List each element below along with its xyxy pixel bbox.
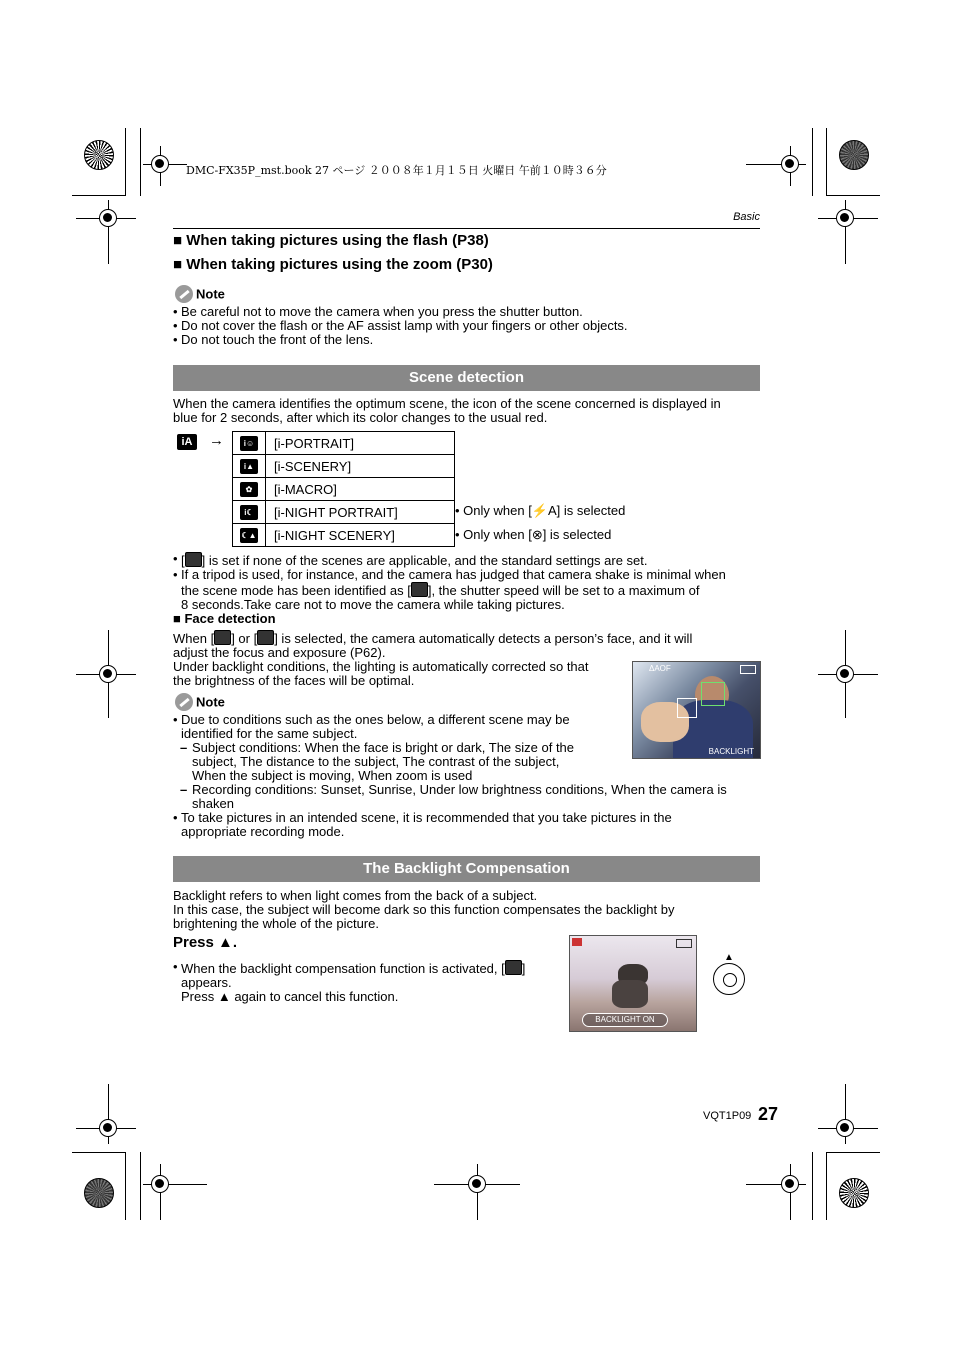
table-note-text: Only when [⚡A] is selected: [463, 503, 626, 518]
note-icon: [175, 693, 193, 711]
registration-target-icon: [99, 1119, 117, 1137]
paragraph-line: When the camera identifies the optimum scene, the icon of the scene concerned is displayed in: [173, 396, 721, 411]
scene-bullets: [173, 552, 726, 612]
table-row: [233, 478, 455, 501]
square-bullet: ■: [173, 232, 183, 249]
registration-target-icon: [781, 155, 799, 173]
list-item: • [ ] is set if none of the scenes are applicable, and the standard settings are set.: [173, 552, 726, 568]
cursor-button-icon[interactable]: [713, 963, 745, 995]
table-cell: [i-NIGHT SCENERY]: [266, 524, 455, 547]
backlight-photo: [569, 935, 697, 1032]
heading-flash: [173, 232, 489, 249]
list-item: – Subject conditions: When the face is bright or dark, The size of the subject, The distance to the subject, The contrast of the subject, When the subject is moving, When zoom is used: [173, 741, 727, 783]
i-macro-icon: ✿: [240, 482, 258, 497]
registration-sunburst-icon: [839, 1178, 869, 1208]
scene-intro: [173, 397, 721, 425]
crop-mark: [125, 1152, 126, 1220]
face-frame: [701, 682, 725, 706]
registration-target-icon: [836, 209, 854, 227]
list-item: – Recording conditions: Sunset, Sunrise, Under low brightness conditions, When the camera is shaken: [173, 783, 727, 811]
registration-target-icon: [836, 1119, 854, 1137]
photo-tag: ΔAOF: [649, 664, 671, 673]
face-detection-heading: [173, 611, 276, 626]
note-list: [173, 305, 628, 347]
crop-mark: [826, 128, 827, 196]
registration-target-icon: [99, 665, 117, 683]
night-scenery-icon: [411, 582, 428, 597]
i-portrait-icon: [214, 630, 231, 645]
table-note-text: Only when [⊗] is selected: [463, 527, 612, 542]
paragraph-line: blue for 2 seconds, after which its color changes to the usual red.: [173, 410, 548, 425]
backlight-label: BACKLIGHT: [708, 747, 754, 756]
backlight-on-label: BACKLIGHT ON: [582, 1013, 668, 1027]
battery-icon: [676, 939, 692, 948]
table-cell: [i-MACRO]: [266, 478, 455, 501]
registration-sunburst-icon: [84, 1178, 114, 1208]
dash-list: [173, 741, 727, 811]
table-note: • Only when [⚡A] is selected: [455, 503, 626, 518]
note-heading: [175, 693, 225, 711]
mode-tag: [572, 938, 582, 946]
section-bar-scene-detection: Scene detection: [173, 365, 760, 391]
registration-target-icon: [781, 1175, 799, 1193]
table-cell: [i-NIGHT PORTRAIT]: [266, 501, 455, 524]
crop-mark: [826, 195, 880, 196]
list-item: • Due to conditions such as the ones below, a different scene may be identified for the same subject.: [173, 713, 570, 741]
crop-mark: [72, 1152, 126, 1153]
crop-mark: [826, 1152, 827, 1220]
list-item: • When the backlight compensation function is activated, [ ] appears. Press ▲ again to cancel this function.: [173, 960, 525, 1004]
list-item: • Do not touch the front of the lens.: [173, 333, 628, 347]
list-item: • Be careful not to move the camera when you press the shutter button.: [173, 305, 628, 319]
crop-mark: [140, 128, 141, 196]
registration-sunburst-icon: [84, 140, 114, 170]
crop-mark: [72, 195, 126, 196]
face-detection-text: When [ ] or [ ] is selected, the camera automatically detects a person’s face, and it will adjust the focus and exposure (P62). Under backlight conditions, the lighting is automatically corrected so that the brightness of the faces will be optimal.: [173, 631, 693, 688]
footer-code: VQT1P09: [703, 1110, 752, 1122]
crop-mark: [812, 128, 813, 196]
section-label: Basic: [733, 211, 760, 223]
list-item: • Do not cover the flash or the AF assist lamp with your fingers or other objects.: [173, 319, 628, 333]
table-row: [233, 455, 455, 478]
i-night-portrait-icon: [257, 630, 274, 645]
note-label: Note: [196, 694, 225, 710]
crop-mark: [125, 128, 126, 196]
face-frame: [677, 698, 697, 718]
table-row: [233, 432, 455, 455]
heading-zoom-text: When taking pictures using the zoom (P30): [186, 256, 493, 273]
registration-target-icon: [151, 155, 169, 173]
dog-shape: [612, 980, 648, 1008]
press-instruction: Press ▲.: [173, 934, 238, 951]
registration-target-icon: [468, 1175, 486, 1193]
cursor-center: [723, 973, 737, 987]
table-cell: [i-PORTRAIT]: [266, 432, 455, 455]
note-icon: [175, 285, 193, 303]
note-heading: [175, 285, 225, 303]
ia-mode-icon: iA: [177, 434, 197, 450]
backlight-icon: [505, 960, 522, 975]
table-row: [233, 524, 455, 547]
note-label: Note: [196, 286, 225, 302]
backlight-intro: Backlight refers to when light comes from the back of a subject. In this case, the subject will become dark so this function compensates the backlight by brightening the whole of the picture.: [173, 888, 675, 931]
heading-flash-text: When taking pictures using the flash (P38): [186, 232, 489, 249]
square-bullet: ■: [173, 611, 181, 626]
face-detection-title: Face detection: [184, 611, 276, 626]
ia-icon: [185, 552, 202, 567]
square-bullet: ■: [173, 256, 183, 273]
list-item: • To take pictures in an intended scene, it is recommended that you take pictures in the appropriate recording mode.: [173, 811, 672, 839]
i-portrait-icon: i☺: [240, 436, 258, 451]
table-cell: [i-SCENERY]: [266, 455, 455, 478]
i-scenery-icon: i▲: [240, 459, 258, 474]
section-bar-backlight: The Backlight Compensation: [173, 856, 760, 882]
crop-mark: [140, 1152, 141, 1220]
crop-mark: [812, 1152, 813, 1220]
note-list: [173, 811, 672, 839]
registration-target-icon: [99, 209, 117, 227]
heading-zoom: [173, 256, 493, 273]
registration-target-icon: [151, 1175, 169, 1193]
i-night-portrait-icon: i☾: [240, 505, 258, 520]
scene-table: [232, 431, 455, 547]
backlight-bullets: [173, 960, 525, 1004]
arrow-right-icon: →: [209, 432, 224, 449]
note-list: [173, 713, 570, 741]
crop-mark: [826, 1152, 880, 1153]
battery-icon: [740, 665, 756, 674]
arrow-up-icon: ▲: [724, 952, 734, 963]
registration-target-icon: [836, 665, 854, 683]
table-note: • Only when [⊗] is selected: [455, 527, 612, 542]
header-rule: [173, 228, 760, 229]
page-number: 27: [758, 1104, 779, 1124]
list-item: • If a tripod is used, for instance, and the camera has judged that camera shake is minimal when the scene mode has been identified as [ ], the shutter speed will be set to a maximum of 8 seconds.Take care not to move the camera while taking pictures.: [173, 568, 726, 612]
registration-sunburst-icon: [839, 140, 869, 170]
table-row: [233, 501, 455, 524]
print-header: DMC-FX35P_mst.book 27 ページ ２００８年１月１５日 火曜日 午前１０時３６分: [186, 164, 607, 177]
i-night-scenery-icon: ☾▲: [240, 528, 258, 543]
